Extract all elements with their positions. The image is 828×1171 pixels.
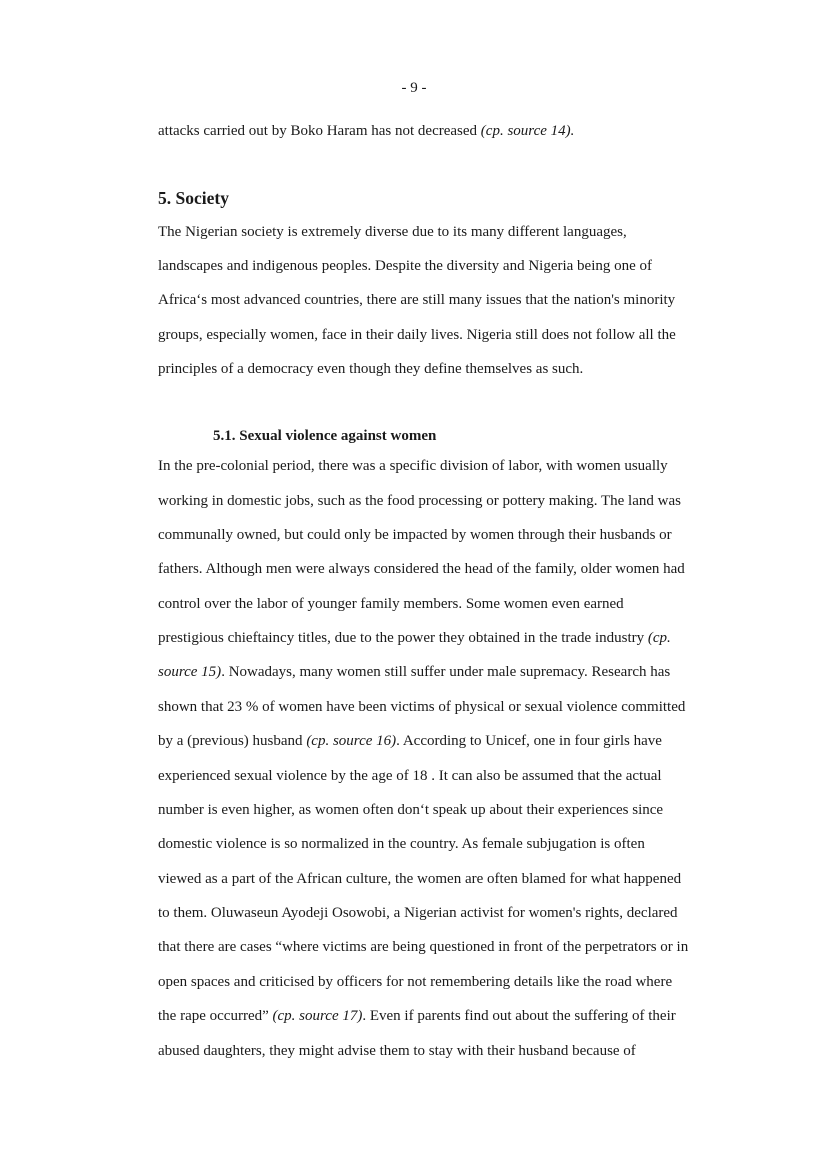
subsection-line	[158, 1006, 676, 1026]
section-line: The Nigerian society is extremely diverse due to its many different languages,	[158, 224, 627, 240]
line-text: . Nowadays, many women still suffer under male supremacy. Research has	[221, 664, 671, 680]
section-line: landscapes and indigenous peoples. Despite the diversity and Nigeria being one of	[158, 258, 653, 274]
subsection-line: number is even higher, as women often don‘t speak up about their experiences since	[158, 802, 664, 818]
subsection-line: control over the labor of younger family members. Some women even earned	[158, 596, 624, 612]
line-text: the rape occurred”	[158, 1008, 273, 1024]
citation: (cp. source 17)	[272, 1008, 363, 1024]
line-text: by a (previous) husband	[158, 733, 307, 749]
subsection-line: In the pre-colonial period, there was a specific division of labor, with women usually	[158, 458, 668, 474]
intro-citation: (cp. source 14).	[480, 123, 575, 139]
subsection-line: experienced sexual violence by the age of 18 . It can also be assumed that the actual	[158, 768, 662, 784]
subsection-line: shown that 23 % of women have been victims of physical or sexual violence committed	[158, 699, 686, 715]
citation: (cp. source 16)	[306, 733, 397, 749]
citation: (cp.	[647, 630, 671, 646]
subsection-line	[158, 628, 671, 648]
citation: source 15)	[158, 664, 222, 680]
subsection-line: viewed as a part of the African culture, the women are often blamed for what happened	[158, 871, 682, 887]
section-heading: 5. Society	[158, 188, 229, 208]
subsection-line: communally owned, but could only be impacted by women through their husbands or	[158, 527, 672, 543]
line-text: prestigious chieftaincy titles, due to the power they obtained in the trade industry	[158, 630, 648, 646]
subsection-line	[158, 731, 662, 751]
subsection-line: fathers. Although men were always considered the head of the family, older women had	[158, 561, 685, 577]
section-line: groups, especially women, face in their daily lives. Nigeria still does not follow all the	[158, 327, 676, 343]
intro-text: attacks carried out by Boko Haram has not decreased	[158, 123, 481, 139]
subsection-line: domestic violence is so normalized in the country. As female subjugation is often	[158, 836, 645, 852]
subsection-heading: 5.1. Sexual violence against women	[213, 428, 437, 444]
line-text: . Even if parents find out about the suffering of their	[362, 1008, 676, 1024]
subsection-line: that there are cases “where victims are being questioned in front of the perpetrators or in	[158, 939, 689, 955]
line-text: . According to Unicef, one in four girls have	[396, 733, 662, 749]
page-number: - 9 -	[401, 80, 427, 96]
subsection-line: to them. Oluwaseun Ayodeji Osowobi, a Nigerian activist for women's rights, declared	[158, 905, 678, 921]
subsection-line: abused daughters, they might advise them to stay with their husband because of	[158, 1043, 636, 1059]
intro-line	[158, 121, 574, 141]
subsection-line: open spaces and criticised by officers for not remembering details like the road where	[158, 974, 673, 990]
subsection-line	[158, 662, 670, 682]
subsection-line: working in domestic jobs, such as the food processing or pottery making. The land was	[158, 493, 681, 509]
section-line: Africa‘s most advanced countries, there are still many issues that the nation's minority	[158, 292, 676, 308]
section-line: principles of a democracy even though they define themselves as such.	[158, 361, 584, 377]
